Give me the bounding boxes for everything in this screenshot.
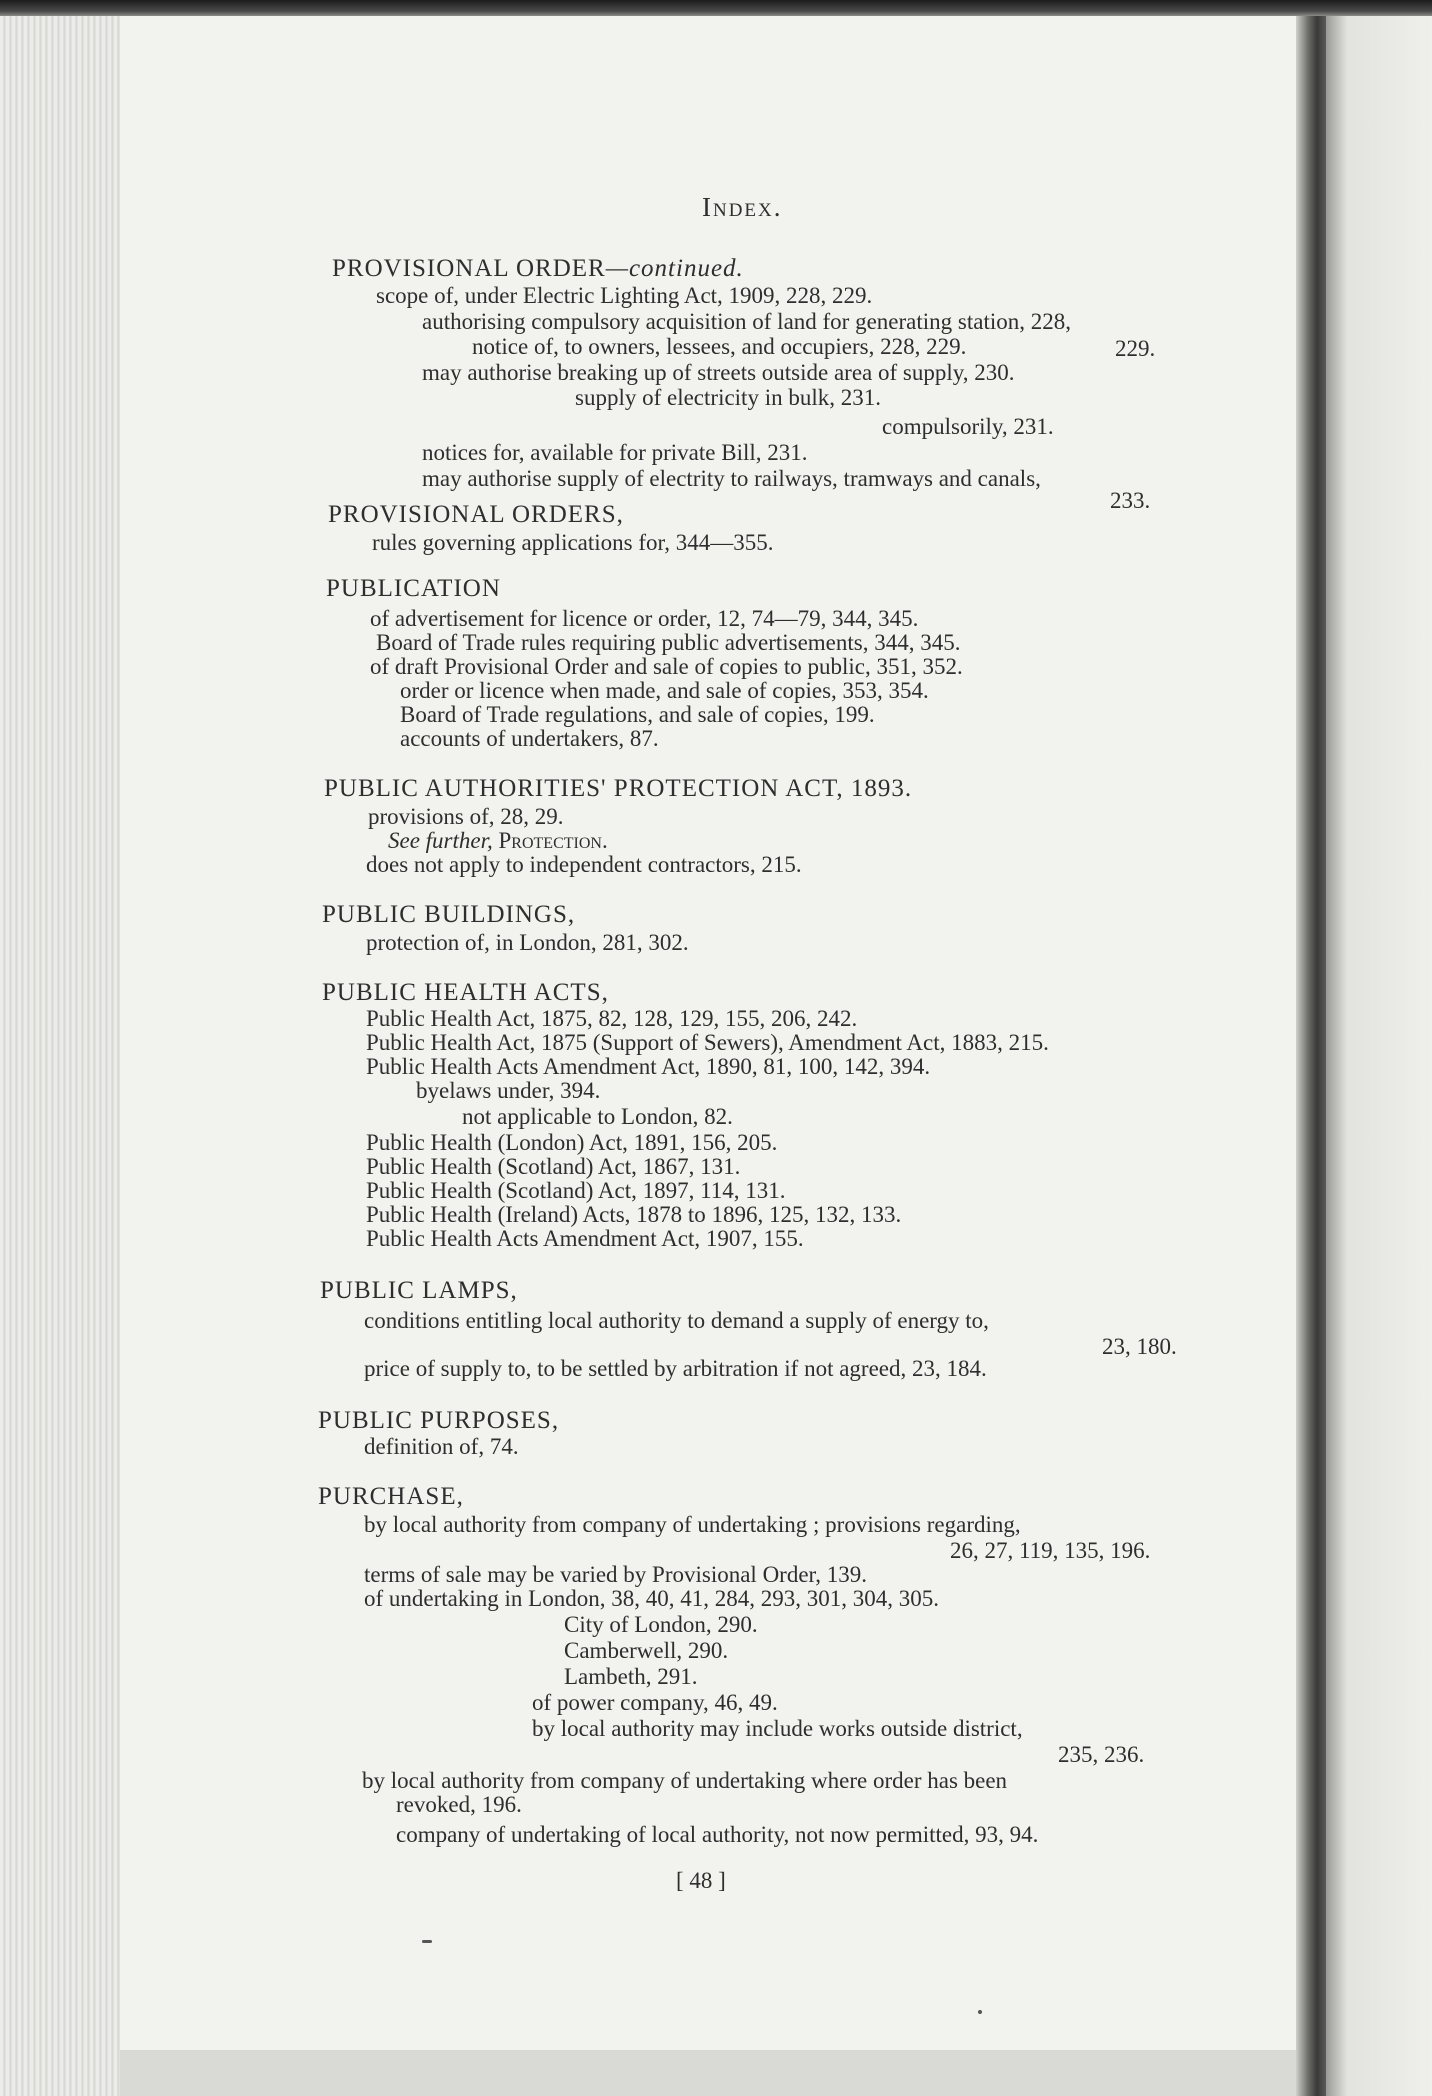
index-line: conditions entitling local authority to demand a supply of energy to, [364,1308,989,1333]
index-line: See further, Protection. [388,828,608,853]
scan-speck [422,1940,432,1943]
entry-heading: PUBLIC HEALTH ACTS, [322,979,609,1006]
index-line: terms of sale may be varied by Provisional Order, 139. [364,1562,868,1587]
index-line: notice of, to owners, lessees, and occupiers, 228, 229. [472,334,967,359]
scan-speck [978,2010,982,2014]
index-line: scope of, under Electric Lighting Act, 1909, 228, 229. [376,283,873,308]
index-line: rules governing applications for, 344—355. [372,530,774,555]
index-page [120,16,1296,2050]
index-line: supply of electricity in bulk, 231. [575,385,881,410]
index-line: of advertisement for licence or order, 12, 74—79, 344, 345. [370,606,919,631]
index-line: Public Health (London) Act, 1891, 156, 205. [366,1130,778,1155]
index-line: protection of, in London, 281, 302. [366,930,689,955]
index-line: revoked, 196. [396,1792,522,1817]
index-line: Board of Trade regulations, and sale of copies, 199. [400,702,875,727]
index-line: order or licence when made, and sale of copies, 353, 354. [400,678,929,703]
index-line: does not apply to independent contractors, 215. [366,852,802,877]
index-line: City of London, 290. [564,1612,758,1637]
facing-page-edge [1326,16,1432,2096]
index-line: may authorise supply of electrity to railways, tramways and canals, [422,466,1041,491]
index-line: Camberwell, 290. [564,1638,729,1663]
index-line: Public Health Acts Amendment Act, 1907, 155. [366,1226,804,1251]
index-line: of undertaking in London, 38, 40, 41, 284, 293, 301, 304, 305. [364,1586,939,1611]
index-line: of draft Provisional Order and sale of copies to public, 351, 352. [370,654,963,679]
index-line: 233. [1110,488,1151,513]
index-line: Public Health Acts Amendment Act, 1890, 81, 100, 142, 394. [366,1054,931,1079]
index-line: 23, 180. [1102,1334,1177,1359]
entry-heading: PROVISIONAL ORDER—continued. [332,255,744,282]
book-gutter [1296,16,1326,2096]
index-line: authorising compulsory acquisition of land for generating station, 228, [422,309,1071,334]
index-line: provisions of, 28, 29. [368,804,564,829]
index-line: Public Health (Scotland) Act, 1897, 114, 131. [366,1178,786,1203]
index-line: not applicable to London, 82. [462,1104,733,1129]
entry-heading: PURCHASE, [318,1483,464,1510]
index-line: Public Health Act, 1875, 82, 128, 129, 155, 206, 242. [366,1006,858,1031]
index-line: Public Health (Scotland) Act, 1867, 131. [366,1154,741,1179]
index-line: Lambeth, 291. [564,1664,698,1689]
index-line: 229. [1115,336,1156,361]
book-page-stack-edge [0,16,120,2096]
index-line: byelaws under, 394. [416,1078,601,1103]
index-line: Public Health (Ireland) Acts, 1878 to 1896, 125, 132, 133. [366,1202,902,1227]
entry-heading: PUBLIC PURPOSES, [318,1407,560,1434]
index-line: company of undertaking of local authority, not now permitted, 93, 94. [396,1822,1039,1847]
index-line: may authorise breaking up of streets outside area of supply, 230. [422,360,1015,385]
page-title: Index. [702,192,783,222]
index-line: by local authority from company of undertaking where order has been [362,1768,1008,1793]
index-line: 26, 27, 119, 135, 196. [950,1538,1151,1563]
entry-heading: PROVISIONAL ORDERS, [328,501,624,528]
index-line: notices for, available for private Bill, 231. [422,440,808,465]
entry-heading: PUBLIC BUILDINGS, [322,901,576,928]
index-line: Public Health Act, 1875 (Support of Sewers), Amendment Act, 1883, 215. [366,1030,1049,1055]
index-line: definition of, 74. [364,1434,519,1459]
index-line: by local authority from company of undertaking ; provisions regarding, [364,1512,1021,1537]
index-line: of power company, 46, 49. [532,1690,778,1715]
scan-top-edge [0,0,1432,16]
entry-heading: PUBLICATION [326,575,501,602]
index-line: compulsorily, 231. [882,414,1054,439]
index-line: by local authority may include works outside district, [532,1716,1023,1741]
entry-heading: PUBLIC AUTHORITIES' PROTECTION ACT, 1893. [324,775,913,802]
index-line: price of supply to, to be settled by arbitration if not agreed, 23, 184. [364,1356,987,1381]
index-line: Board of Trade rules requiring public advertisements, 344, 345. [376,630,961,655]
entry-heading: PUBLIC LAMPS, [320,1277,518,1304]
page-number: [ 48 ] [676,1868,726,1893]
index-line: 235, 236. [1058,1742,1145,1767]
index-line: accounts of undertakers, 87. [400,726,659,751]
